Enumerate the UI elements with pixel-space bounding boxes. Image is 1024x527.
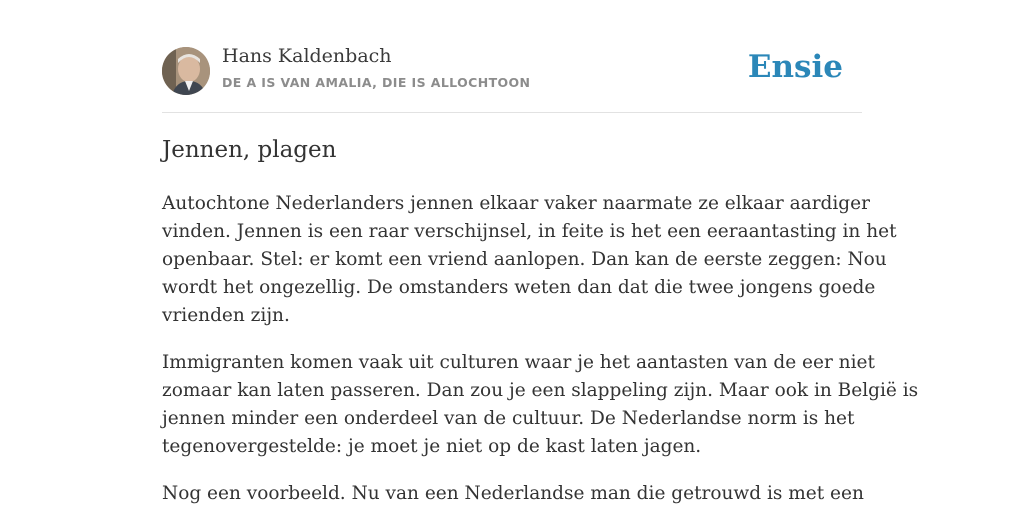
paragraph-line: vinden. Jennen is een raar verschijnsel, in feite is het een eeraantasting in het <box>162 221 897 242</box>
paragraph-line: jennen minder een onderdeel van de cultuur. De Nederlandse norm is het <box>162 408 855 429</box>
author-subtitle[interactable]: DE A IS VAN AMALIA, DIE IS ALLOCHTOON <box>222 75 531 90</box>
paragraph-line: zomaar kan laten passeren. Dan zou je een slappeling zijn. Maar ook in België is <box>162 380 919 401</box>
article-page <box>162 0 919 504</box>
paragraph-line: Nog een voorbeeld. Nu van een Nederlandse man die getrouwd is met een <box>162 483 864 504</box>
paragraph-line: vrienden zijn. <box>162 305 290 326</box>
article-paragraph <box>162 190 897 330</box>
paragraph-line: Autochtone Nederlanders jennen elkaar vaker naarmate ze elkaar aardiger <box>162 193 870 214</box>
paragraph-line: openbaar. Stel: er komt een vriend aanlopen. Dan kan de eerste zeggen: Nou <box>162 249 887 270</box>
article-title: Jennen, plagen <box>162 137 337 163</box>
article-paragraph <box>162 480 862 508</box>
author-name[interactable]: Hans Kaldenbach <box>222 45 392 67</box>
article-body <box>162 190 919 527</box>
author-photo-icon <box>162 47 210 95</box>
paragraph-line: tegenovergestelde: je moet je niet op de kast laten jagen. <box>162 436 702 457</box>
article-paragraph <box>162 349 919 461</box>
paragraph-line: Immigranten komen vaak uit culturen waar je het aantasten van de eer niet <box>162 352 875 373</box>
brand-logo[interactable]: Ensie <box>747 49 843 85</box>
author-avatar[interactable] <box>162 47 210 95</box>
article-header <box>162 0 862 113</box>
paragraph-line: wordt het ongezellig. De omstanders weten dan dat die twee jongens goede <box>162 277 876 298</box>
